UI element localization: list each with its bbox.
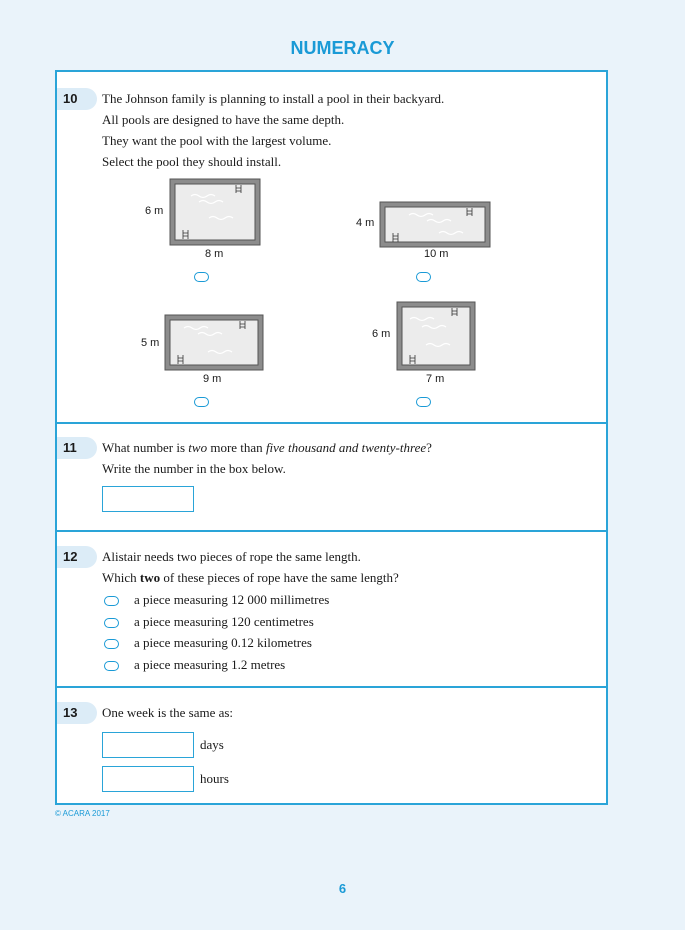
option-label: a piece measuring 0.12 kilometres (134, 635, 312, 650)
text-segment: more than (207, 440, 266, 455)
question-number: 12 (57, 546, 97, 568)
pool-icon (379, 201, 491, 248)
question-text-line (102, 440, 432, 456)
answer-bubble[interactable] (194, 397, 209, 407)
question-text-line: Alistair needs two pieces of rope the same length. (102, 549, 361, 564)
question-text-line: One week is the same as: (102, 705, 234, 720)
pool-width-label: 9 m (203, 373, 222, 385)
hours-answer-input[interactable] (102, 766, 194, 792)
pool-width-label: 10 m (424, 248, 449, 260)
number-answer-input[interactable] (102, 486, 194, 512)
question-text-line (102, 570, 399, 586)
option-label: a piece measuring 12 000 millimetres (134, 592, 330, 607)
pool-height-label: 4 m (356, 217, 375, 229)
text-segment: Which (102, 570, 140, 585)
answer-bubble[interactable] (104, 661, 119, 671)
pool-option-2 (379, 201, 491, 248)
answer-bubble[interactable] (194, 272, 209, 282)
pool-height-label: 6 m (372, 328, 391, 340)
option-label: a piece measuring 1.2 metres (134, 657, 286, 672)
answer-bubble[interactable] (104, 639, 119, 649)
question-13 (57, 688, 606, 803)
questions-frame (55, 70, 608, 805)
pool-height-label: 6 m (145, 205, 164, 217)
pool-option-1 (169, 178, 261, 246)
pool-width-label: 7 m (426, 373, 445, 385)
question-text-line: The Johnson family is planning to install a pool in their backyard. (102, 91, 445, 106)
question-number: 13 (57, 702, 97, 724)
pool-icon (396, 301, 476, 371)
answer-bubble[interactable] (104, 596, 119, 606)
pool-height-label: 5 m (141, 337, 160, 349)
answer-bubble[interactable] (416, 272, 431, 282)
emphasis-text: five thousand and twenty-three (265, 440, 427, 455)
question-number: 11 (57, 437, 97, 459)
text-segment: of these pieces of rope have the same length? (160, 570, 399, 585)
question-number: 10 (57, 88, 97, 110)
answer-bubble[interactable] (104, 618, 119, 628)
option-label: a piece measuring 120 centimetres (134, 614, 314, 629)
answer-bubble[interactable] (416, 397, 431, 407)
question-12 (57, 532, 606, 686)
question-text-line: Write the number in the box below. (102, 461, 286, 476)
unit-label: hours (200, 771, 229, 786)
text-segment: What number is (102, 440, 189, 455)
question-11 (57, 424, 606, 530)
pool-option-3 (164, 314, 264, 371)
question-text-line: Select the pool they should install. (102, 154, 282, 169)
pool-icon (169, 178, 261, 246)
bold-text: two (139, 570, 161, 585)
question-text-line: All pools are designed to have the same depth. (102, 112, 345, 127)
text-segment: ? (426, 440, 432, 455)
question-10 (57, 72, 606, 422)
question-text-line: They want the pool with the largest volume. (102, 133, 332, 148)
page-title: NUMERACY (290, 38, 395, 58)
pool-option-4 (396, 301, 476, 371)
copyright-footer: © ACARA 2017 (55, 809, 110, 818)
days-answer-input[interactable] (102, 732, 194, 758)
pool-icon (164, 314, 264, 371)
unit-label: days (200, 737, 224, 752)
pool-width-label: 8 m (205, 248, 224, 260)
page-number: 6 (338, 881, 347, 896)
emphasis-text: two (188, 440, 208, 455)
